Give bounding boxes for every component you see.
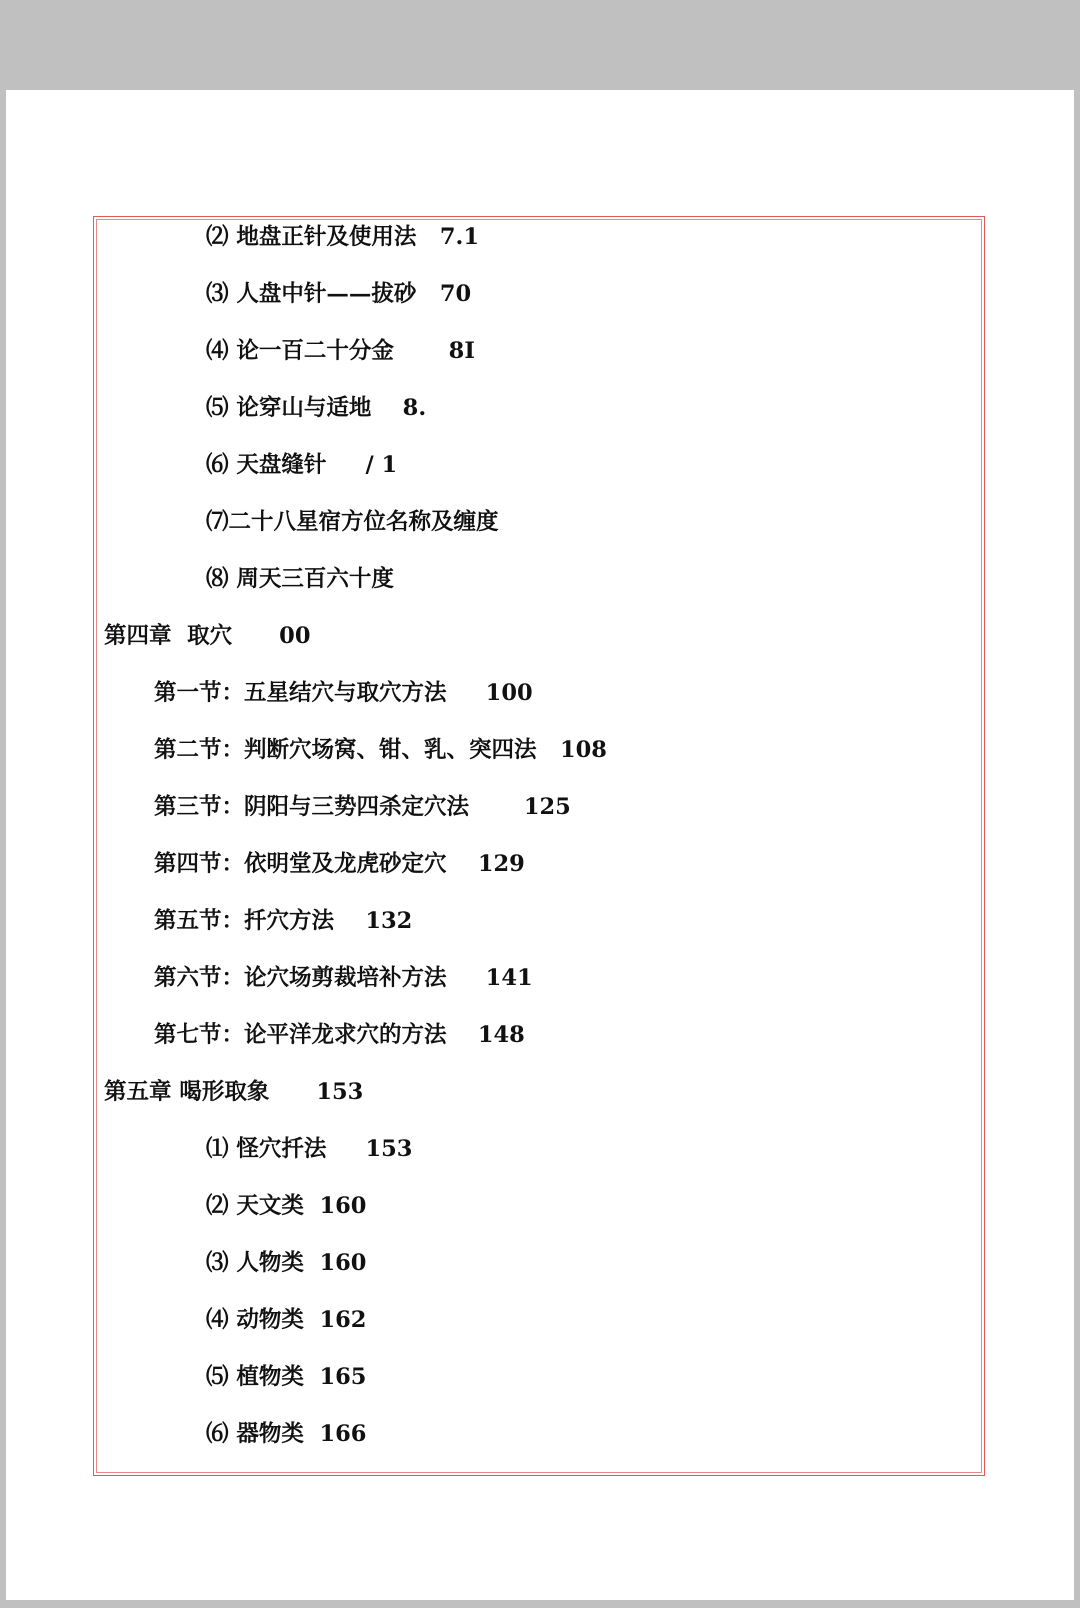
document-page [6, 90, 1074, 1600]
toc-entry: ⑻ 周天三百六十度 [206, 566, 394, 592]
toc-section: 第五节：扦穴方法 132 [154, 908, 413, 934]
toc-section: 第六节：论穴场剪裁培补方法 141 [154, 965, 533, 991]
content-frame [93, 216, 985, 1476]
toc-entry: ⑵ 地盘正针及使用法 7.1 [206, 224, 479, 250]
toc-entry: ⑹ 天盘缝针 / 1 [206, 452, 398, 478]
toc-entry: ⑹ 器物类 166 [206, 1421, 367, 1447]
table-of-contents [94, 217, 984, 1475]
toc-entry: ⑸ 植物类 165 [206, 1364, 367, 1390]
toc-section: 第三节：阴阳与三势四杀定穴法 125 [154, 794, 571, 820]
toc-entry: ⑷ 论一百二十分金 8I [206, 338, 475, 364]
toc-chapter: 第五章 喝形取象 153 [104, 1079, 364, 1105]
toc-section: 第一节：五星结穴与取穴方法 100 [154, 680, 533, 706]
toc-entry: ⑷ 动物类 162 [206, 1307, 367, 1333]
toc-entry: ⑶ 人盘中针——拔砂 70 [206, 281, 472, 307]
toc-chapter: 第四章 取穴 00 [104, 623, 311, 649]
toc-entry: ⑺二十八星宿方位名称及缠度 [206, 509, 499, 535]
toc-section: 第二节：判断穴场窝、钳、乳、突四法 108 [154, 737, 607, 763]
toc-entry: ⑵ 天文类 160 [206, 1193, 367, 1219]
toc-entry: ⑴ 怪穴扦法 153 [206, 1136, 413, 1162]
toc-section: 第七节：论平洋龙求穴的方法 148 [154, 1022, 525, 1048]
toc-entry: ⑶ 人物类 160 [206, 1250, 367, 1276]
toc-entry: ⑸ 论穿山与适地 8. [206, 395, 427, 421]
toc-section: 第四节：依明堂及龙虎砂定穴 129 [154, 851, 525, 877]
